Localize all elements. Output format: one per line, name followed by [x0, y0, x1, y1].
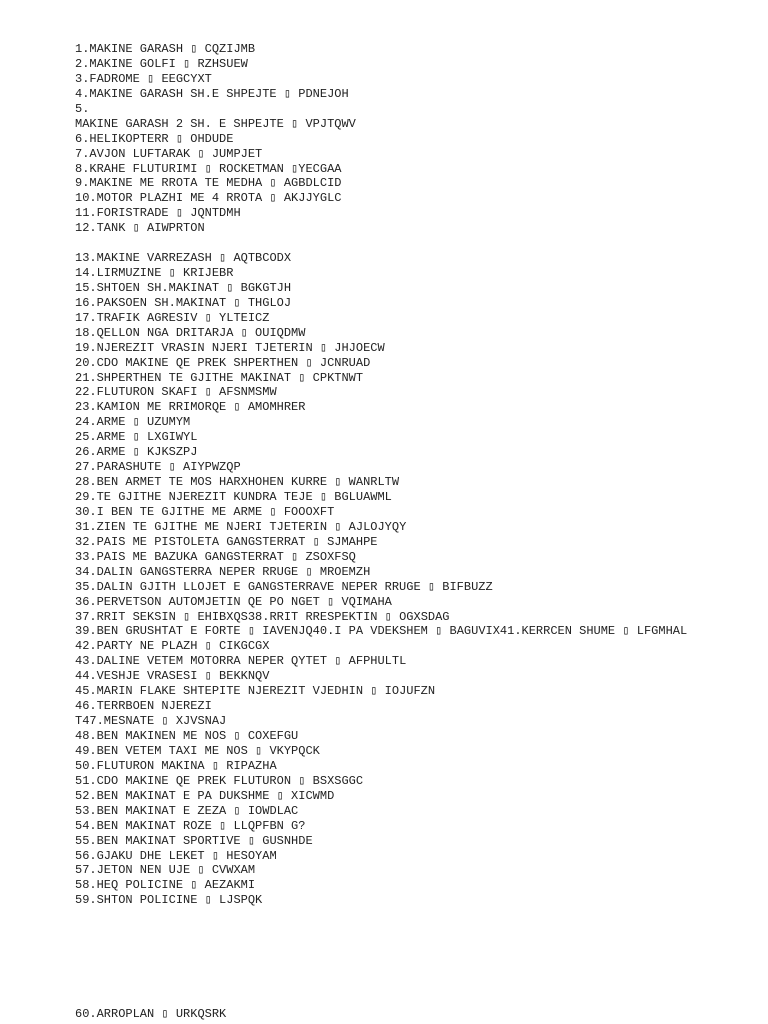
- code-line: 13.MAKINE VARREZASH ▯ AQTBCODX: [75, 251, 292, 265]
- code-line: 22.FLUTURON SKAFI ▯ AFSNMSMW: [75, 385, 277, 400]
- code-line: 26.ARME ▯ KJKSZPJ: [75, 445, 198, 460]
- code-line: 54.BEN MAKINAT ROZE ▯ LLQPFBN G?: [75, 818, 306, 833]
- code-line: 32.PAIS ME PISTOLETA GANGSTERRAT ▯ SJMAHPE: [75, 534, 378, 549]
- code-line: 52.BEN MAKINAT E PA DUKSHME ▯ XICWMD: [75, 788, 335, 803]
- code-line: 36.PERVETSON AUTOMJETIN QE PO NGET ▯ VQIMAHA: [75, 594, 392, 609]
- code-line: 42.PARTY NE PLAZH ▯ CIKGCGX: [75, 639, 270, 654]
- code-line: 35.DALIN GJITH LLOJET E GANGSTERRAVE NEPER RRUGE ▯ BIFBUZZ: [75, 579, 493, 594]
- code-line: 15.SHTOEN SH.MAKINAT ▯ BGKGTJH: [75, 280, 292, 295]
- code-line: 16.PAKSOEN SH.MAKINAT ▯ THGLOJ: [75, 295, 292, 310]
- code-line: 10.MOTOR PLAZHI ME 4 RROTA ▯ AKJJYGLC: [75, 191, 342, 206]
- code-line: 60.ARROPLAN ▯ URKQSRK: [75, 1007, 227, 1021]
- code-line: 56.GJAKU DHE LEKET ▯ HESOYAM: [75, 848, 277, 863]
- code-line: 30.I BEN TE GJITHE ME ARME ▯ FOOOXFT: [75, 504, 335, 519]
- code-line: 5.: [75, 101, 90, 116]
- code-line: 55.BEN MAKINAT SPORTIVE ▯ GUSNHDE: [75, 833, 313, 848]
- code-line: 33.PAIS ME BAZUKA GANGSTERRAT ▯ ZSOXFSQ: [75, 549, 356, 564]
- code-line: 18.QELLON NGA DRITARJA ▯ OUIQDMW: [75, 325, 306, 340]
- code-line: 43.DALINE VETEM MOTORRA NEPER QYTET ▯ AFPHULTL: [75, 654, 407, 669]
- code-line: 21.SHPERTHEN TE GJITHE MAKINAT ▯ CPKTNWT: [75, 370, 364, 385]
- code-line: 23.KAMION ME RRIMORQE ▯ AMOMHRER: [75, 400, 306, 415]
- code-line: 20.CDO MAKINE QE PREK SHPERTHEN ▯ JCNRUAD: [75, 355, 371, 370]
- code-line: MAKINE GARASH 2 SH. E SHPEJTE ▯ VPJTQWV: [75, 116, 356, 131]
- code-line: 11.FORISTRADE ▯ JQNTDMH: [75, 206, 241, 221]
- code-line: 49.BEN VETEM TAXI ME NOS ▯ VKYPQCK: [75, 743, 320, 758]
- code-line: 6.HELIKOPTERR ▯ OHDUDE: [75, 131, 234, 146]
- code-line: 12.TANK ▯ AIWPRTON: [75, 221, 205, 236]
- code-line: 45.MARIN FLAKE SHTEPITE NJEREZIT VJEDHIN ▯ IOJUFZN: [75, 684, 436, 699]
- code-line: 50.FLUTURON MAKINA ▯ RIPAZHA: [75, 758, 277, 773]
- code-line: 24.ARME ▯ UZUMYM: [75, 415, 191, 430]
- code-line: 48.BEN MAKINEN ME NOS ▯ COXEFGU: [75, 729, 299, 743]
- code-line: 2.MAKINE GOLFI ▯ RZHSUEW: [75, 56, 248, 71]
- code-line: 7.AVJON LUFTARAK ▯ JUMPJET: [75, 146, 263, 161]
- code-line: 17.TRAFIK AGRESIV ▯ YLTEICZ: [75, 310, 270, 325]
- code-line: 28.BEN ARMET TE MOS HARXHOHEN KURRE ▯ WANRLTW: [75, 475, 400, 490]
- code-line: 27.PARASHUTE ▯ AIYPWZQP: [75, 460, 241, 475]
- code-line: 19.NJEREZIT VRASIN NJERI TJETERIN ▯ JHJOECW: [75, 340, 385, 355]
- code-line: 46.TERRBOEN NJEREZI: [75, 699, 212, 714]
- code-line: 25.ARME ▯ LXGIWYL: [75, 430, 198, 445]
- code-line: 53.BEN MAKINAT E ZEZA ▯ IOWDLAC: [75, 803, 299, 818]
- code-line: 29.TE GJITHE NJEREZIT KUNDRA TEJE ▯ BGLUAWML: [75, 490, 392, 504]
- code-line: 3.FADROME ▯ EEGCYXT: [75, 71, 212, 86]
- code-line: 51.CDO MAKINE QE PREK FLUTURON ▯ BSXSGGC: [75, 773, 364, 788]
- cheat-code-list-part-1: [75, 42, 755, 236]
- code-line: 39.BEN GRUSHTAT E FORTE ▯ IAVENJQ40.I PA VDEKSHEM ▯ BAGUVIX41.KERRCEN SHUME ▯ LFGMHAL: [75, 624, 688, 639]
- code-line: 34.DALIN GANGSTERRA NEPER RRUGE ▯ MROEMZH: [75, 564, 371, 579]
- code-line: 4.MAKINE GARASH SH.E SHPEJTE ▯ PDNEJOH: [75, 86, 349, 101]
- cheat-code-list-part-2: [75, 251, 755, 908]
- code-line: 31.ZIEN TE GJITHE ME NJERI TJETERIN ▯ AJLOJYQY: [75, 519, 407, 534]
- cheat-code-list-part-3: [75, 1007, 755, 1022]
- code-line: 57.JETON NEN UJE ▯ CVWXAM: [75, 863, 256, 878]
- code-line: 59.SHTON POLICINE ▯ LJSPQK: [75, 893, 263, 908]
- code-line: 44.VESHJE VRASESI ▯ BEKKNQV: [75, 669, 270, 684]
- code-line: 8.KRAHE FLUTURIMI ▯ ROCKETMAN ▯YECGAA: [75, 161, 342, 176]
- code-line: 1.MAKINE GARASH ▯ CQZIJMB: [75, 42, 256, 56]
- code-line: 9.MAKINE ME RROTA TE MEDHA ▯ AGBDLCID: [75, 176, 342, 191]
- code-line: T47.MESNATE ▯ XJVSNAJ: [75, 714, 227, 729]
- code-line: 58.HEQ POLICINE ▯ AEZAKMI: [75, 878, 256, 893]
- code-line: 14.LIRMUZINE ▯ KRIJEBR: [75, 265, 234, 280]
- code-line: 37.RRIT SEKSIN ▯ EHIBXQS38.RRIT RRESPEKTIN ▯ OGXSDAG: [75, 609, 450, 624]
